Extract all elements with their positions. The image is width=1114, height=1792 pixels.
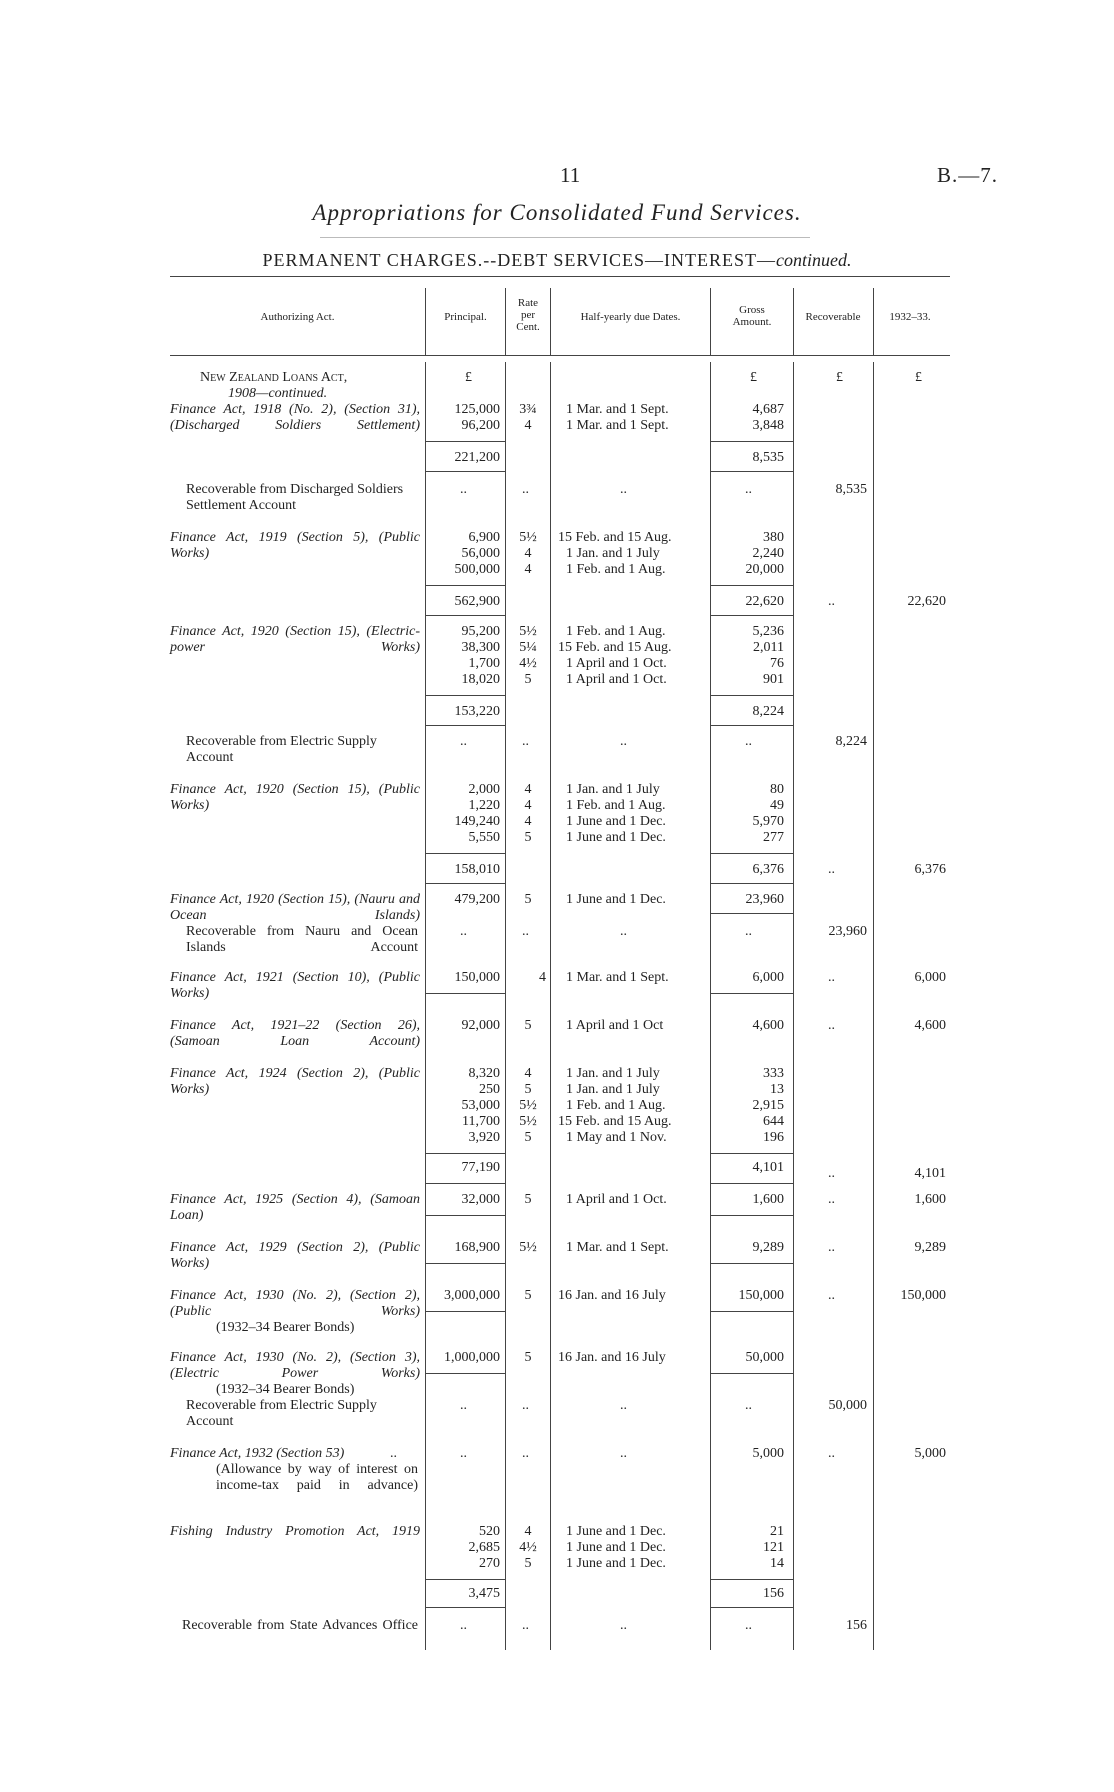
recoverable-cell: 8,224 (835, 734, 867, 749)
act-1918: Finance Act, 1918 (No. 2), (Section 31), (Discharged Soldiers Settlement) (170, 402, 420, 433)
year-cell: 4,101 (914, 1166, 946, 1181)
dates-cell: 1 June and 1 Dec. (566, 814, 666, 829)
rate-cell: 4 (524, 798, 532, 813)
rate-cell: 5 (524, 1350, 532, 1365)
dates-cell: 1 Jan. and 1 July (566, 782, 660, 797)
gross-cell: 80 (770, 782, 784, 797)
subtotal-rule (425, 1153, 505, 1154)
principal-cell: 8,320 (468, 1066, 500, 1081)
act-fishing-industry: Fishing Industry Promotion Act, 1919 (170, 1524, 420, 1539)
dots: .. (745, 482, 752, 497)
dates-cell: 1 April and 1 Oct (566, 1018, 664, 1033)
subtotal-rule (425, 1183, 505, 1184)
bearer-bonds-note: (1932–34 Bearer Bonds) (216, 1382, 355, 1397)
dates-cell: 1 May and 1 Nov. (566, 1130, 667, 1145)
act-1921-22: Finance Act, 1921–22 (Section 26), (Samoan Loan Account) (170, 1018, 420, 1049)
gross-subtotal: 4,101 (752, 1160, 784, 1175)
recoverable-cell: 8,535 (835, 482, 867, 497)
gross-cell: 2,240 (752, 546, 784, 561)
rate-cell: 4 (524, 782, 532, 797)
subtotal-rule (710, 993, 793, 994)
dots: .. (620, 482, 627, 497)
recoverable-cell: 23,960 (828, 924, 867, 939)
dots: .. (522, 1618, 529, 1633)
gross-cell: 1,600 (752, 1192, 784, 1207)
dates-cell: 1 Mar. and 1 Sept. (566, 970, 669, 985)
dots: .. (828, 1288, 835, 1303)
dots: .. (620, 1398, 627, 1413)
dots: .. (460, 924, 467, 939)
subtotal-rule (710, 695, 793, 696)
year-cell: 4,600 (914, 1018, 946, 1033)
dates-cell: 1 Feb. and 1 Aug. (566, 1098, 666, 1113)
act-1930-public-works: Finance Act, 1930 (No. 2), (Section 2), (Public Works) (170, 1288, 420, 1319)
dots: .. (828, 970, 835, 985)
principal-cell: 11,700 (462, 1114, 500, 1129)
dots: .. (745, 734, 752, 749)
subtotal-rule (710, 615, 793, 616)
recoverable-1920-electric: Recoverable from Electric Supply Account (186, 734, 377, 765)
dates-cell: 1 June and 1 Dec. (566, 892, 666, 907)
recoverable-cell: 50,000 (828, 1398, 867, 1413)
dots: .. (460, 1398, 467, 1413)
principal-cell: 125,000 (454, 402, 500, 417)
gross-cell: 49 (770, 798, 784, 813)
subtotal-rule (425, 1215, 505, 1216)
rate-cell: 5 (524, 1018, 532, 1033)
dots: .. (828, 1018, 835, 1033)
rate-cell: 4½ (519, 656, 537, 671)
subtotal-rule (710, 585, 793, 586)
act-1925: Finance Act, 1925 (Section 4), (Samoan Loan) (170, 1192, 420, 1223)
bearer-bonds-note: (1932–34 Bearer Bonds) (216, 1320, 355, 1335)
act-1919: Finance Act, 1919 (Section 5), (Public Works) (170, 530, 420, 561)
gross-cell: 14 (770, 1556, 784, 1571)
subtotal-rule (710, 853, 793, 854)
gross-subtotal: 8,224 (752, 704, 784, 719)
header-divider (710, 288, 711, 356)
subtotal-rule (425, 615, 505, 616)
rate-cell: 4 (524, 546, 532, 561)
principal-cell: 168,900 (454, 1240, 500, 1255)
principal-cell: 150,000 (454, 970, 500, 985)
gross-cell: 21 (770, 1524, 784, 1539)
gross-cell: 3,848 (752, 418, 784, 433)
gross-cell: 150,000 (738, 1288, 784, 1303)
dots: .. (460, 734, 467, 749)
dots: .. (522, 1398, 529, 1413)
principal-cell: 500,000 (454, 562, 500, 577)
dates-cell: 1 Mar. and 1 Sept. (566, 402, 669, 417)
act-1921: Finance Act, 1921 (Section 10), (Public Works) (170, 970, 420, 1001)
rate-cell: 4 (524, 418, 532, 433)
header-bottom-rule (170, 355, 950, 356)
dots: .. (460, 1618, 467, 1633)
dots: .. (745, 1398, 752, 1413)
act-heading: New Zealand Loans Act, (200, 370, 348, 385)
subtotal-rule (710, 1579, 793, 1580)
rate-cell: 5 (524, 1288, 532, 1303)
subtotal-rule (425, 1579, 505, 1580)
gross-subtotal: 22,620 (745, 594, 784, 609)
recoverable-cell: 156 (846, 1618, 867, 1633)
year-cell: 1,600 (914, 1192, 946, 1207)
column-divider (505, 362, 506, 1650)
gross-cell: 23,960 (745, 892, 784, 907)
gross-subtotal: 156 (763, 1586, 784, 1601)
year-cell: 6,000 (914, 970, 946, 985)
dates-cell: 1 June and 1 Dec. (566, 830, 666, 845)
header-year: 1932–33. (889, 311, 931, 323)
rate-cell: 5½ (519, 1240, 537, 1255)
subtotal-rule (425, 695, 505, 696)
dots: .. (620, 1446, 627, 1461)
dots: .. (460, 482, 467, 497)
year-cell: 9,289 (914, 1240, 946, 1255)
principal-cell: 32,000 (461, 1192, 500, 1207)
act-1924: Finance Act, 1924 (Section 2), (Public Works) (170, 1066, 420, 1097)
header-due-dates: Half-yearly due Dates. (580, 311, 681, 323)
gross-subtotal: 8,535 (752, 450, 784, 465)
principal-cell: 95,200 (461, 624, 500, 639)
dates-cell: 1 Mar. and 1 Sept. (566, 418, 669, 433)
gross-cell: 5,970 (752, 814, 784, 829)
header-divider (505, 288, 506, 356)
gross-cell: 4,600 (752, 1018, 784, 1033)
dates-cell: 1 June and 1 Dec. (566, 1540, 666, 1555)
gross-cell: 2,915 (752, 1098, 784, 1113)
header-recoverable: Recoverable (805, 311, 861, 323)
dots: .. (828, 1240, 835, 1255)
principal-cell: 2,685 (468, 1540, 500, 1555)
dates-cell: 1 Jan. and 1 July (566, 1082, 660, 1097)
principal-cell: 5,550 (468, 830, 500, 845)
currency-symbol: £ (750, 370, 757, 385)
act-1932: Finance Act, 1932 (Section 53) (170, 1446, 345, 1461)
currency-symbol: £ (915, 370, 922, 385)
dates-cell: 1 April and 1 Oct. (566, 672, 667, 687)
subtotal-rule (425, 1373, 505, 1374)
dates-cell: 15 Feb. and 15 Aug. (558, 1114, 672, 1129)
subtotal-rule (710, 883, 793, 884)
gross-cell: 5,236 (752, 624, 784, 639)
table-top-rule (170, 276, 950, 277)
gross-cell: 5,000 (752, 1446, 784, 1461)
principal-cell: 270 (479, 1556, 500, 1571)
subtotal-rule (710, 913, 793, 914)
header-rate: Rate per Cent. (516, 297, 540, 333)
gross-cell: 13 (770, 1082, 784, 1097)
dates-cell: 1 Jan. and 1 July (566, 1066, 660, 1081)
subtitle-continued: continued. (775, 250, 852, 270)
subtotal-rule (425, 883, 505, 884)
gross-cell: 9,289 (752, 1240, 784, 1255)
rate-cell: 5½ (519, 1098, 537, 1113)
dots: .. (620, 734, 627, 749)
currency-symbol: £ (836, 370, 843, 385)
principal-subtotal: 221,200 (454, 450, 500, 465)
recoverable-1930-electric: Recoverable from Electric Supply Account (186, 1398, 377, 1429)
header-authorizing-act: Authorizing Act. (260, 311, 335, 323)
column-divider (550, 362, 551, 1650)
header-divider (873, 288, 874, 356)
gross-cell: 76 (770, 656, 784, 671)
principal-cell: 1,220 (468, 798, 500, 813)
principal-cell: 479,200 (454, 892, 500, 907)
header-divider (425, 288, 426, 356)
section-subtitle (0, 250, 1114, 271)
rate-cell: 5 (524, 830, 532, 845)
subtotal-rule (710, 1215, 793, 1216)
dots: .. (828, 862, 835, 877)
recoverable-1920-nauru: Recoverable from Nauru and Ocean Islands Account (186, 924, 418, 955)
dates-cell: 1 June and 1 Dec. (566, 1556, 666, 1571)
subtotal-rule (425, 585, 505, 586)
dates-cell: 1 Feb. and 1 Aug. (566, 798, 666, 813)
rate-cell: 4 (539, 970, 546, 985)
rate-cell: 3¾ (519, 402, 537, 417)
dates-cell: 1 Feb. and 1 Aug. (566, 562, 666, 577)
gross-cell: 6,000 (752, 970, 784, 985)
principal-cell: 56,000 (461, 546, 500, 561)
currency-symbol: £ (465, 370, 472, 385)
subtotal-rule (710, 1311, 793, 1312)
dots: .. (745, 1618, 752, 1633)
rate-cell: 5 (524, 1130, 532, 1145)
principal-cell: 1,000,000 (444, 1350, 500, 1365)
gross-cell: 2,011 (753, 640, 784, 655)
gross-cell: 380 (763, 530, 784, 545)
rate-cell: 5 (524, 1192, 532, 1207)
column-divider (710, 362, 711, 1650)
subtotal-rule (710, 441, 793, 442)
dates-cell: 1 Mar. and 1 Sept. (566, 1240, 669, 1255)
act-1920-electric: Finance Act, 1920 (Section 15), (Electric-power Works) (170, 624, 420, 655)
principal-cell: 149,240 (454, 814, 500, 829)
rate-cell: 4½ (519, 1540, 537, 1555)
subtotal-rule (710, 1373, 793, 1374)
column-divider (425, 362, 426, 1650)
dots: .. (828, 594, 835, 609)
dots: .. (460, 1446, 467, 1461)
subtotal-rule (710, 1607, 793, 1608)
dates-cell: 1 Jan. and 1 July (566, 546, 660, 561)
column-divider (873, 362, 874, 1650)
subtotal-rule (425, 853, 505, 854)
title-rule (320, 237, 810, 238)
principal-subtotal: 158,010 (454, 862, 500, 877)
gross-subtotal: 6,376 (752, 862, 784, 877)
rate-cell: 5 (524, 672, 532, 687)
subtotal-rule (710, 471, 793, 472)
rate-cell: 5 (524, 1082, 532, 1097)
subtotal-rule (425, 441, 505, 442)
act-1929: Finance Act, 1929 (Section 2), (Public Works) (170, 1240, 420, 1271)
year-cell: 22,620 (907, 594, 946, 609)
subtotal-rule (710, 725, 793, 726)
dates-cell: 15 Feb. and 15 Aug. (558, 640, 672, 655)
header-divider (550, 288, 551, 356)
subtotal-rule (425, 471, 505, 472)
gross-cell: 333 (763, 1066, 784, 1081)
rate-cell: 5½ (519, 530, 537, 545)
principal-subtotal: 77,190 (461, 1160, 500, 1175)
dots: .. (522, 1446, 529, 1461)
rate-cell: 5 (524, 1556, 532, 1571)
column-divider (793, 362, 794, 1650)
gross-cell: 4,687 (752, 402, 784, 417)
gross-cell: 277 (763, 830, 784, 845)
subtotal-rule (425, 725, 505, 726)
header-divider (793, 288, 794, 356)
rate-cell: 5 (524, 892, 532, 907)
rate-cell: 4 (524, 1066, 532, 1081)
gross-cell: 20,000 (745, 562, 784, 577)
dots: .. (522, 482, 529, 497)
recoverable-1918: Recoverable from Discharged Soldiers Settlement Account (186, 482, 404, 513)
principal-cell: 53,000 (461, 1098, 500, 1113)
rate-cell: 4 (524, 1524, 532, 1539)
year-cell: 5,000 (914, 1446, 946, 1461)
rate-cell: 5½ (519, 624, 537, 639)
principal-subtotal: 562,900 (454, 594, 500, 609)
principal-cell: 1,700 (468, 656, 500, 671)
subtotal-rule (710, 1183, 793, 1184)
principal-subtotal: 3,475 (468, 1586, 500, 1601)
gross-cell: 196 (763, 1130, 784, 1145)
dates-cell: 1 April and 1 Oct. (566, 656, 667, 671)
principal-cell: 38,300 (461, 640, 500, 655)
document-reference: B.—7. (937, 163, 999, 187)
principal-cell: 250 (479, 1082, 500, 1097)
dots: .. (522, 734, 529, 749)
year-cell: 6,376 (914, 862, 946, 877)
gross-cell: 901 (763, 672, 784, 687)
principal-cell: 18,020 (461, 672, 500, 687)
gross-cell: 644 (763, 1114, 784, 1129)
dates-cell: 1 April and 1 Oct. (566, 1192, 667, 1207)
rate-cell: 5½ (519, 1114, 537, 1129)
principal-subtotal: 153,220 (454, 704, 500, 719)
principal-cell: 92,000 (461, 1018, 500, 1033)
subtotal-rule (710, 1153, 793, 1154)
rate-cell: 5¼ (519, 640, 537, 655)
subtotal-rule (710, 1263, 793, 1264)
dots: .. (390, 1446, 397, 1461)
dots: .. (828, 1446, 835, 1461)
subtotal-rule (425, 1263, 505, 1264)
dates-cell: 16 Jan. and 16 July (558, 1350, 666, 1365)
dots: .. (828, 1166, 835, 1181)
principal-cell: 6,900 (468, 530, 500, 545)
act-heading-continued: 1908—continued. (228, 386, 328, 401)
dots: .. (620, 924, 627, 939)
subtitle-main: PERMANENT CHARGES.--DEBT SERVICES—INTEREST— (262, 250, 776, 270)
year-cell: 150,000 (900, 1288, 946, 1303)
header-gross-amount: Gross Amount. (732, 304, 772, 328)
recoverable-state-advances: Recoverable from State Advances Office (182, 1618, 418, 1633)
dots: .. (745, 924, 752, 939)
act-1920-public-works: Finance Act, 1920 (Section 15), (Public Works) (170, 782, 420, 813)
act-1930-electric: Finance Act, 1930 (No. 2), (Section 3), (Electric Power Works) (170, 1350, 420, 1381)
dots: .. (620, 1618, 627, 1633)
page-number: 11 (560, 163, 581, 187)
gross-cell: 50,000 (745, 1350, 784, 1365)
act-1920-nauru: Finance Act, 1920 (Section 15), (Nauru and Ocean Islands) (170, 892, 420, 923)
principal-cell: 3,000,000 (444, 1288, 500, 1303)
principal-cell: 520 (479, 1524, 500, 1539)
dates-cell: 16 Jan. and 16 July (558, 1288, 666, 1303)
page-title: Appropriations for Consolidated Fund Services. (312, 200, 802, 225)
rate-cell: 4 (524, 814, 532, 829)
principal-cell: 2,000 (468, 782, 500, 797)
dates-cell: 1 Feb. and 1 Aug. (566, 624, 666, 639)
dots: .. (522, 924, 529, 939)
principal-cell: 96,200 (461, 418, 500, 433)
dates-cell: 15 Feb. and 15 Aug. (558, 530, 672, 545)
subtotal-rule (425, 1311, 505, 1312)
gross-cell: 121 (763, 1540, 784, 1555)
subtotal-rule (425, 1607, 505, 1608)
dates-cell: 1 June and 1 Dec. (566, 1524, 666, 1539)
rate-cell: 4 (524, 562, 532, 577)
subtotal-rule (425, 993, 505, 994)
header-principal: Principal. (444, 311, 487, 323)
principal-cell: 3,920 (468, 1130, 500, 1145)
dots: .. (828, 1192, 835, 1207)
act-1932-note: (Allowance by way of interest on income-tax paid in advance) (216, 1462, 418, 1493)
